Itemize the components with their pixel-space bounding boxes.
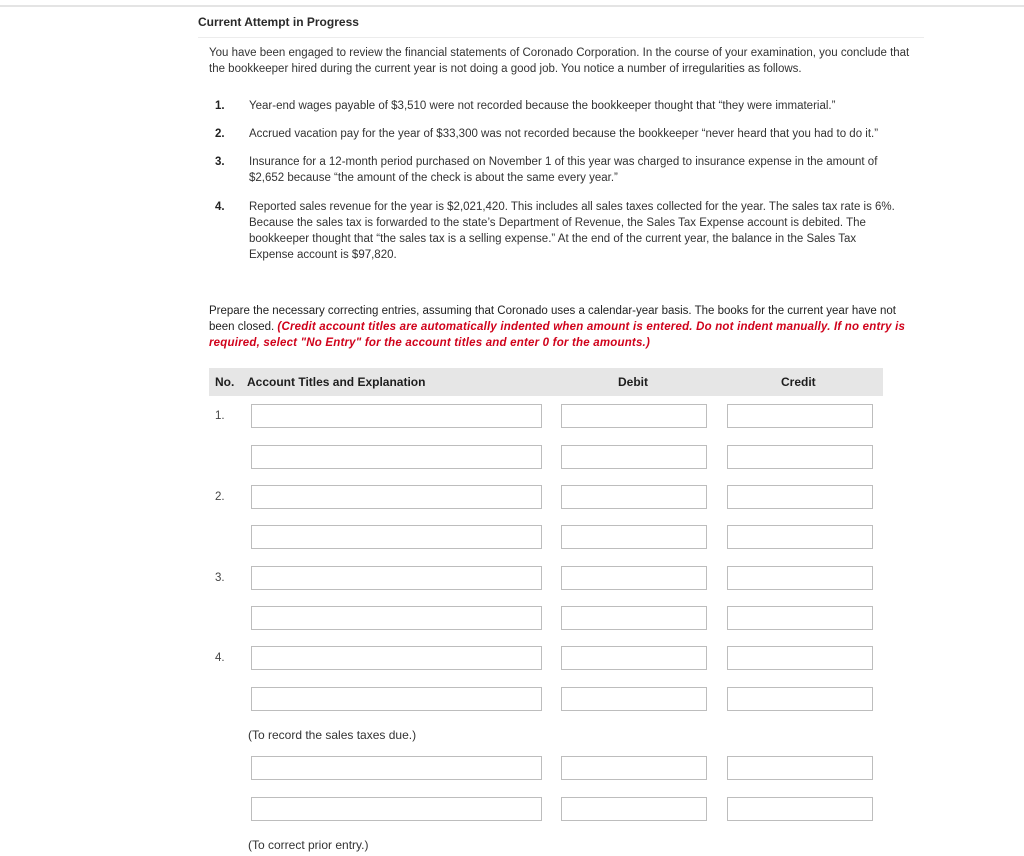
- entry-explanation: (To correct prior entry.): [248, 838, 369, 852]
- credit-input[interactable]: [727, 525, 873, 549]
- credit-input[interactable]: [727, 485, 873, 509]
- entry-number: 4.: [215, 652, 225, 664]
- credit-input[interactable]: [727, 445, 873, 469]
- credit-input[interactable]: [727, 687, 873, 711]
- debit-input[interactable]: [561, 606, 707, 630]
- title-divider: [198, 37, 924, 38]
- issue-text: Accrued vacation pay for the year of $33,300 was not recorded because the bookkeeper “never heard that you had to do it.”: [249, 128, 879, 140]
- entry-number: 1.: [215, 410, 225, 422]
- header-account: Account Titles and Explanation: [247, 375, 426, 389]
- table-header: [209, 368, 883, 396]
- header-credit: Credit: [781, 375, 816, 389]
- credit-input[interactable]: [727, 566, 873, 590]
- debit-input[interactable]: [561, 646, 707, 670]
- account-title-input[interactable]: [251, 606, 542, 630]
- debit-input[interactable]: [561, 566, 707, 590]
- debit-input[interactable]: [561, 687, 707, 711]
- account-title-input[interactable]: [251, 756, 542, 780]
- problem-intro: You have been engaged to review the financial statements of Coronado Corporation. In the course of your examination, you conclude that the bookkeeper hired during the current year is not doing a good job. You notice a number of irregularities as follows.: [209, 47, 910, 75]
- account-title-input[interactable]: [251, 525, 542, 549]
- instructions: [209, 303, 914, 351]
- account-title-input[interactable]: [251, 687, 542, 711]
- debit-input[interactable]: [561, 445, 707, 469]
- debit-input[interactable]: [561, 756, 707, 780]
- debit-input[interactable]: [561, 404, 707, 428]
- account-title-input[interactable]: [251, 445, 542, 469]
- debit-input[interactable]: [561, 797, 707, 821]
- issue-number: 2.: [215, 128, 225, 140]
- credit-input[interactable]: [727, 756, 873, 780]
- issue-text: Insurance for a 12-month period purchased on November 1 of this year was charged to insurance expense in the amount of $2,652 because “the amount of the check is about the same every year.”: [249, 156, 878, 184]
- credit-input[interactable]: [727, 646, 873, 670]
- account-title-input[interactable]: [251, 485, 542, 509]
- instructions-note: (Credit account titles are automatically indented when amount is entered. Do not indent manually. If no entry is required, select "No Entry" for the account titles and enter 0 for the amounts.): [209, 321, 906, 349]
- issue-number: 4.: [215, 201, 225, 213]
- account-title-input[interactable]: [251, 797, 542, 821]
- entry-explanation: (To record the sales taxes due.): [248, 728, 417, 742]
- issue-number: 3.: [215, 156, 225, 168]
- debit-input[interactable]: [561, 485, 707, 509]
- header-debit: Debit: [618, 375, 648, 389]
- header-no: No.: [215, 375, 235, 389]
- credit-input[interactable]: [727, 404, 873, 428]
- credit-input[interactable]: [727, 797, 873, 821]
- issue-text: Year-end wages payable of $3,510 were not recorded because the bookkeeper thought that “they were immaterial.”: [249, 100, 836, 112]
- entry-number: 2.: [215, 491, 225, 503]
- attempt-title: Current Attempt in Progress: [198, 15, 359, 29]
- debit-input[interactable]: [561, 525, 707, 549]
- account-title-input[interactable]: [251, 566, 542, 590]
- account-title-input[interactable]: [251, 646, 542, 670]
- credit-input[interactable]: [727, 606, 873, 630]
- top-divider: [0, 5, 1024, 7]
- issue-text: Reported sales revenue for the year is $2,021,420. This includes all sales taxes collected for the year. The sales tax rate is 6%. Because the sales tax is forwarded to the state’s Department of Revenue, the Sales Tax Expense account is debited. The bookkeeper thought that “the sales tax is a selling expense.” At the end of the current year, the balance in the Sales Tax Expense account is $97,820.: [249, 201, 895, 261]
- instructions-text: Prepare the necessary correcting entries, assuming that Coronado uses a calendar-year basis. The books for the current year have not been closed.: [209, 305, 896, 333]
- entry-number: 3.: [215, 572, 225, 584]
- issue-number: 1.: [215, 100, 225, 112]
- account-title-input[interactable]: [251, 404, 542, 428]
